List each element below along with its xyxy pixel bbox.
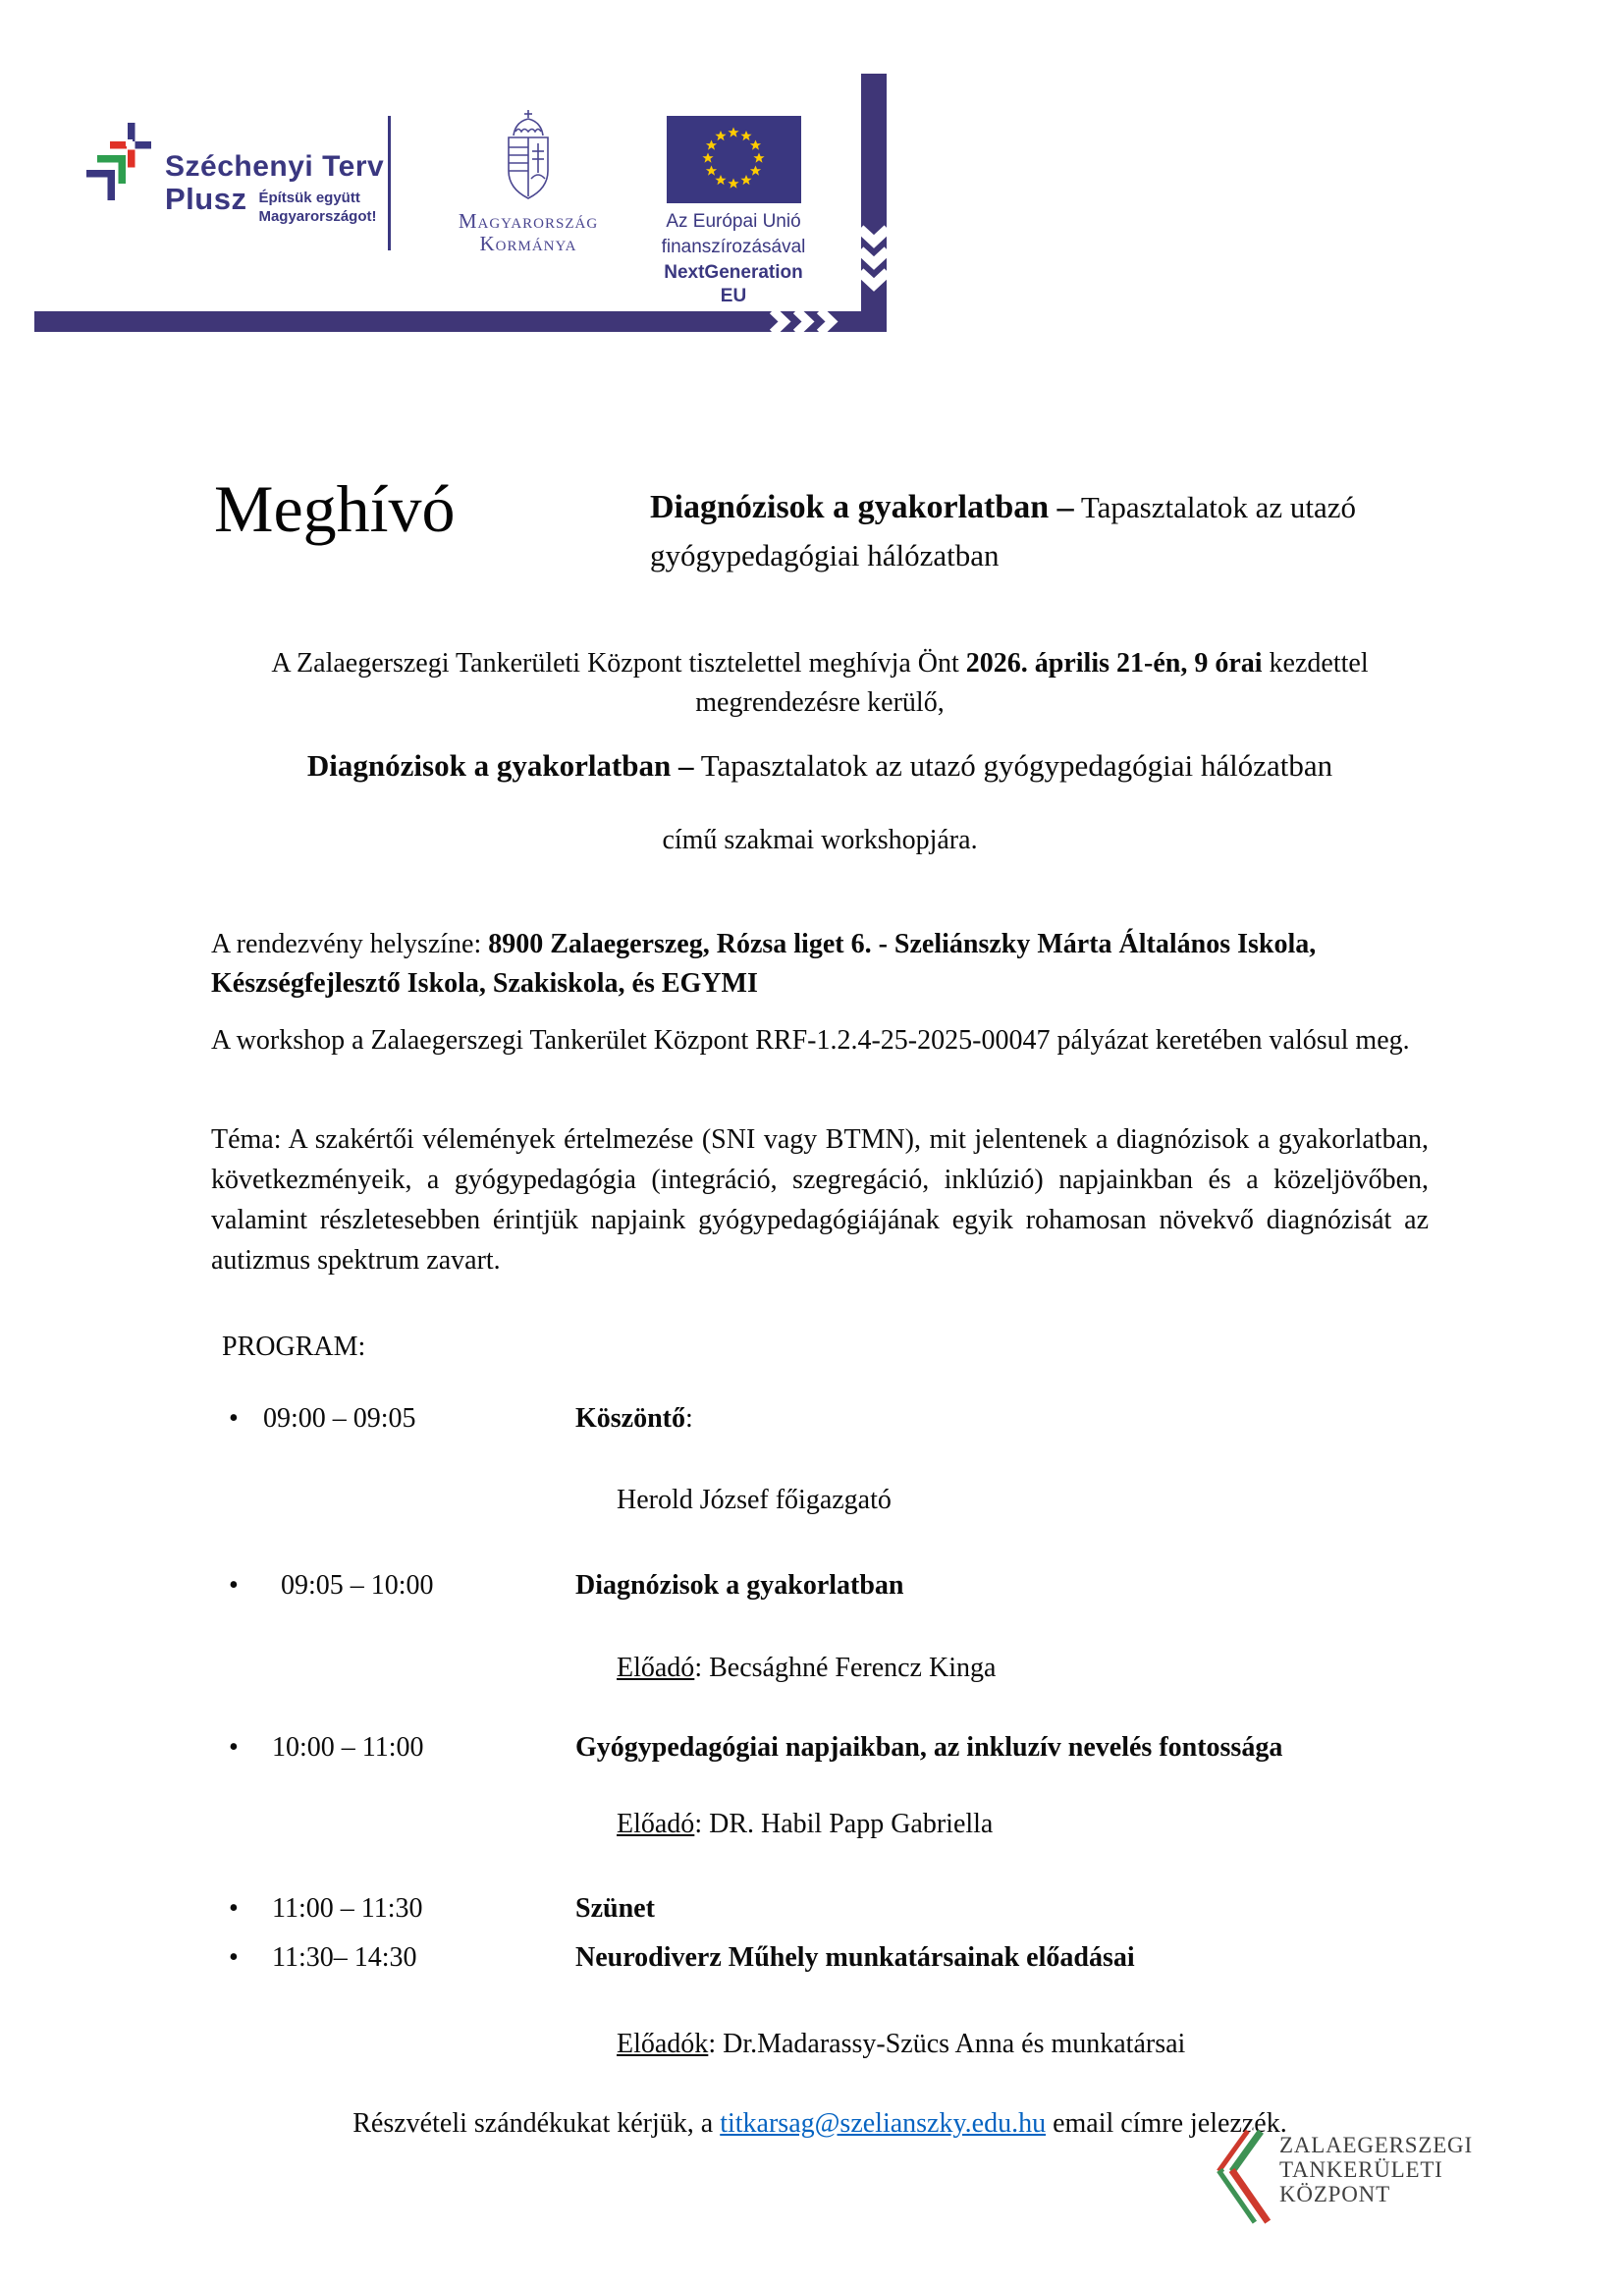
program-row-4: [229, 1893, 655, 1925]
decorative-vertical-bar: [861, 74, 887, 337]
program-title: Szünet: [575, 1893, 655, 1924]
rsvp-pre: Részvételi szándékukat kérjük, a: [352, 2108, 721, 2139]
eu-funding-logo: [656, 116, 811, 308]
eu-line3: NextGeneration EU: [664, 262, 803, 306]
topic-paragraph: Téma: A szakértői vélemények értelmezése (SNI vagy BTMN), mit jelentenek a diagnózisok a gyakorlatban, következményeik, a gyógypedagógia (integráció, szegregáció, inklúzió) napjainkban és a közeljövőben, valamint részletesebben érintjük napjaink gyógypedagógiájának egyik rohamosan növekvő diagnózisát az autizmus spektrum zavart.: [211, 1124, 1429, 1276]
szechenyi-terv-plusz-logo: [86, 116, 384, 226]
program-title: Diagnózisok a gyakorlatban: [575, 1570, 904, 1601]
speaker-label: Előadó: [617, 1809, 695, 1839]
chevron-down-bar-icon: [861, 74, 887, 332]
program-speaker-2: [617, 1653, 996, 1684]
decorative-horizontal-bar: [34, 311, 887, 337]
kormany-line1: Magyarország: [458, 209, 599, 233]
bullet-icon: •: [229, 1893, 239, 1924]
speaker-label: Előadók: [617, 2029, 709, 2059]
program-time: 11:30– 14:30: [272, 1942, 417, 1973]
tankerulet-line1: ZALAEGERSZEGI: [1279, 2133, 1473, 2157]
bullet-icon: •: [229, 1942, 239, 1973]
program-title: Köszöntő: [575, 1403, 685, 1434]
rsvp-post: email címre jelezzék.: [1046, 2108, 1287, 2139]
bullet-icon: •: [229, 1732, 239, 1763]
program-heading: PROGRAM:: [222, 1332, 366, 1362]
tankerulet-line3: KÖZPONT: [1279, 2182, 1390, 2206]
program-time: 11:00 – 11:30: [272, 1893, 423, 1924]
kormany-line2: Kormánya: [479, 232, 577, 255]
workshop-title-rest: Tapasztalatok az utazó gyógypedagógiai hálózatban: [650, 490, 1356, 572]
subject-line: [211, 746, 1429, 786]
closing-line: című szakmai workshopjára.: [662, 825, 978, 855]
invitation-paragraph: [211, 644, 1429, 723]
szechenyi-line2: Plusz: [165, 182, 247, 216]
workshop-title: [650, 483, 1391, 579]
venue-paragraph: [211, 925, 1429, 1004]
venue-label: A rendezvény helyszíne:: [211, 929, 489, 959]
program-row-3: [229, 1732, 1282, 1764]
szechenyi-plus-icon: [86, 116, 151, 224]
chevron-right-bar-icon: [34, 311, 887, 332]
program-title-suffix: :: [685, 1403, 693, 1434]
header-divider: [388, 116, 391, 250]
program-row-1: [229, 1403, 693, 1435]
tankerulet-logo: [1213, 2129, 1277, 2232]
program-title: Neurodiverz Műhely munkatársainak előadásai: [575, 1942, 1135, 1973]
hungary-government-logo: [440, 110, 617, 255]
program-row-5: [229, 1942, 1135, 1974]
szechenyi-tagline2: Magyarországot!: [258, 208, 377, 225]
bullet-icon: •: [229, 1570, 239, 1601]
program-time: 09:05 – 10:00: [281, 1570, 434, 1601]
tankerulet-name: [1279, 2133, 1473, 2206]
workshop-title-bold: Diagnózisok a gyakorlatban –: [650, 489, 1074, 525]
bullet-icon: •: [229, 1403, 239, 1434]
venue-address: 8900 Zalaegerszeg, Rózsa liget 6. - Szeliánszky Márta Általános Iskola, Készségfejlesztő Iskola, Szakiskola, és EGYMI: [211, 929, 1317, 999]
program-title: Gyógypedagógiai napjaikban, az inkluzív nevelés fontossága: [575, 1732, 1283, 1763]
speaker-name: : Becsághné Ferencz Kinga: [694, 1653, 997, 1683]
speaker-label: Előadó: [617, 1653, 695, 1683]
subject-rest: Tapasztalatok az utazó gyógypedagógiai hálózatban: [693, 748, 1333, 783]
szechenyi-line1: Széchenyi Terv: [165, 150, 385, 183]
page-title: Meghívó: [214, 471, 456, 546]
invite-pre: A Zalaegerszegi Tankerületi Központ tisztelettel meghívja Önt: [271, 648, 966, 679]
program-row-2: [229, 1570, 904, 1602]
speaker-name: : Dr.Madarassy-Szücs Anna és munkatársai: [708, 2029, 1186, 2059]
eu-line2: finanszírozásával: [661, 237, 806, 257]
tankerulet-ribbon-icon: [1213, 2129, 1277, 2227]
eu-flag-icon: [667, 116, 801, 203]
invite-post: kezdettel megrendezésre kerülő,: [695, 648, 1369, 718]
subject-bold: Diagnózisok a gyakorlatban –: [306, 748, 694, 783]
speaker-name: : DR. Habil Papp Gabriella: [694, 1809, 994, 1839]
szechenyi-tagline1: Építsük együtt: [258, 190, 360, 206]
hungary-coat-of-arms-icon: [504, 110, 553, 204]
tankerulet-line2: TANKERÜLETI: [1279, 2157, 1443, 2182]
eu-line1: Az Európai Unió: [666, 211, 801, 232]
program-speaker-5: [617, 2029, 1185, 2060]
invite-date: 2026. április 21-én, 9 órai: [965, 648, 1263, 679]
program-time: 09:00 – 09:05: [263, 1403, 416, 1434]
grant-paragraph: A workshop a Zalaegerszegi Tankerület Központ RRF-1.2.4-25-2025-00047 pályázat keretében valósul meg.: [211, 1025, 1410, 1056]
program-speaker-1: Herold József főigazgató: [617, 1485, 892, 1515]
program-speaker-3: [617, 1809, 993, 1840]
email-link[interactable]: titkarsag@szelianszky.edu.hu: [720, 2108, 1047, 2139]
program-time: 10:00 – 11:00: [272, 1732, 424, 1763]
